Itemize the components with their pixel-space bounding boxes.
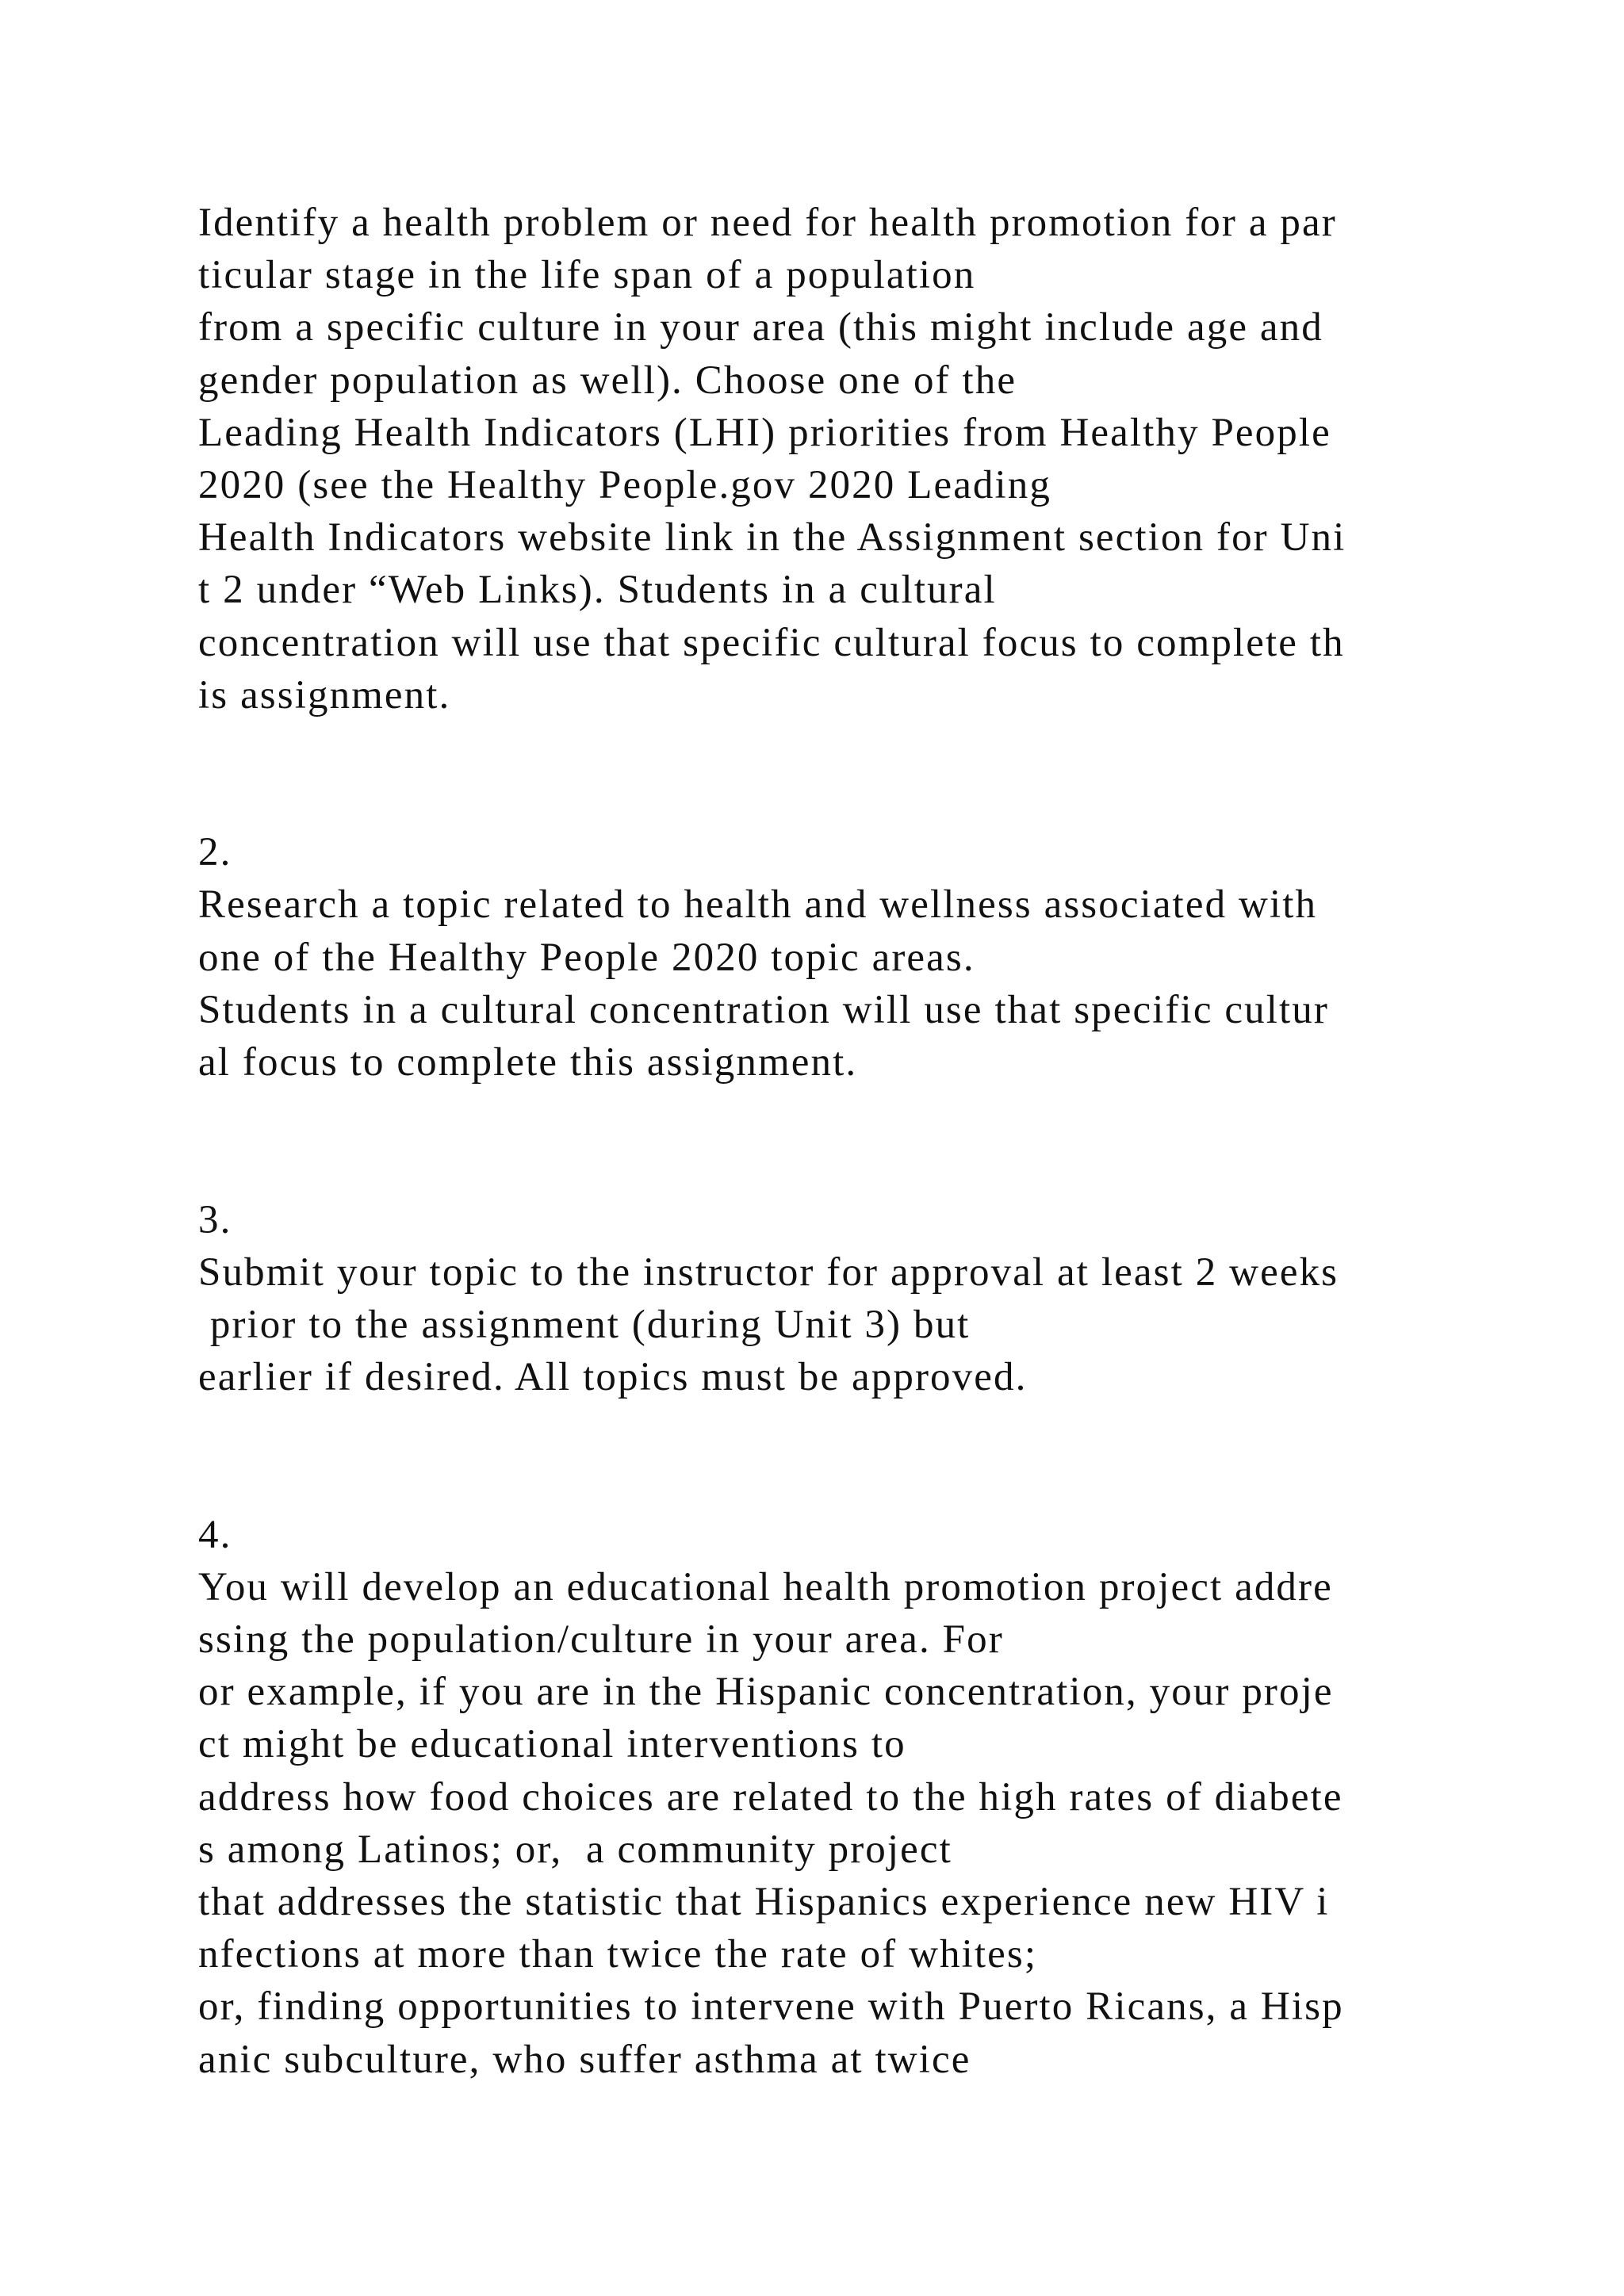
paragraph-3 bbox=[198, 1194, 1594, 1404]
text-line: one of the Healthy People 2020 topic areas. bbox=[198, 935, 975, 980]
text-line: Submit your topic to the instructor for approval at least 2 weeks bbox=[198, 1249, 1339, 1295]
paragraph-spacer bbox=[198, 1403, 1594, 1508]
text-line: or, finding opportunities to intervene with Puerto Ricans, a Hisp bbox=[198, 1984, 1344, 2030]
paragraph-spacer bbox=[198, 1089, 1594, 1193]
text-line: from a specific culture in your area (this might include age and bbox=[198, 305, 1323, 350]
text-line: is assignment. bbox=[198, 672, 451, 718]
text-line: s among Latinos; or, a community project bbox=[198, 1827, 952, 1872]
paragraph-spacer bbox=[198, 721, 1594, 826]
text-line: Research a topic related to health and wellness associated with bbox=[198, 882, 1318, 928]
text-line: gender population as well). Choose one of the bbox=[198, 358, 1017, 403]
text-line: t 2 under “Web Links). Students in a cultural bbox=[198, 568, 997, 613]
text-line: nfections at more than twice the rate of whites; bbox=[198, 1932, 1038, 1977]
paragraph-4 bbox=[198, 1509, 1594, 2086]
text-line: al focus to complete this assignment. bbox=[198, 1040, 858, 1085]
text-line: You will develop an educational health promotion project addre bbox=[198, 1564, 1333, 1609]
text-line: anic subculture, who suffer asthma at twice bbox=[198, 2037, 971, 2082]
text-line: ct might be educational interventions to bbox=[198, 1722, 906, 1767]
text-line: earlier if desired. All topics must be approved. bbox=[198, 1355, 1028, 1400]
item-number: 4. bbox=[198, 1512, 232, 1557]
text-line: that addresses the statistic that Hispanics experience new HIV i bbox=[198, 1880, 1330, 1925]
text-line: ticular stage in the life span of a population bbox=[198, 253, 976, 298]
text-line: 2020 (see the Healthy People.gov 2020 Leading bbox=[198, 462, 1052, 507]
text-line: Students in a cultural concentration will use that specific cultur bbox=[198, 987, 1329, 1032]
text-line: address how food choices are related to the high rates of diabete bbox=[198, 1774, 1343, 1820]
paragraph-1 bbox=[198, 197, 1594, 721]
text-line: Identify a health problem or need for health promotion for a par bbox=[198, 201, 1337, 245]
text-line: prior to the assignment (during Unit 3) but bbox=[198, 1302, 971, 1347]
item-number: 3. bbox=[198, 1197, 232, 1242]
item-number: 2. bbox=[198, 830, 232, 875]
paragraph-2 bbox=[198, 826, 1594, 1089]
text-line: ssing the population/culture in your area. For bbox=[198, 1617, 1004, 1663]
text-line: Leading Health Indicators (LHI) priorities from Healthy People bbox=[198, 410, 1331, 455]
document-text bbox=[198, 197, 1594, 2086]
text-line: concentration will use that specific cultural focus to complete th bbox=[198, 620, 1345, 665]
text-line: Health Indicators website link in the Assignment section for Uni bbox=[198, 515, 1346, 561]
text-line: or example, if you are in the Hispanic concentration, your proje bbox=[198, 1670, 1334, 1715]
